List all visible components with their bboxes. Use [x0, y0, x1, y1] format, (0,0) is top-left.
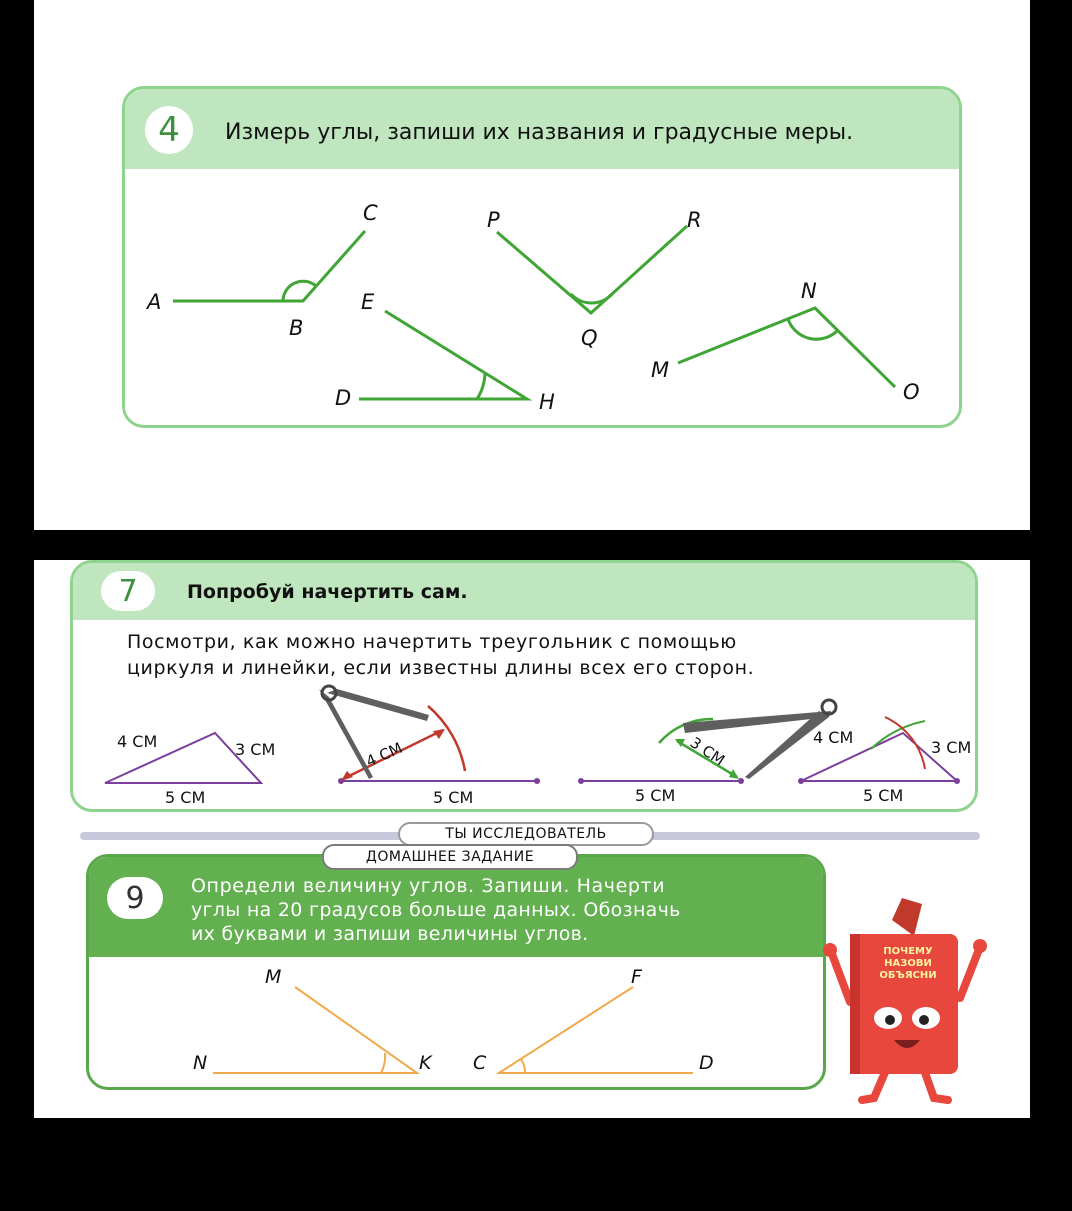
step-4-left: 4 СМ: [813, 728, 854, 747]
scan-task-4: [34, 0, 1030, 530]
task-7-panel: [70, 560, 978, 812]
point-n9: N: [193, 1052, 208, 1074]
point-c9: C: [473, 1052, 487, 1074]
point-m: M: [651, 358, 670, 382]
point-d9: D: [699, 1052, 714, 1074]
step-2-arrow: 4 СМ: [363, 738, 406, 771]
step-1-left: 4 СМ: [117, 732, 158, 751]
point-f9: F: [631, 966, 642, 988]
task-7-number: 7: [101, 571, 155, 611]
task-9-line-1: Определи величину углов. Запиши. Начерти: [191, 875, 666, 897]
angle-dhe: [359, 311, 527, 399]
task-4-panel: [122, 86, 962, 428]
researcher-ribbon: ТЫ ИССЛЕДОВАТЕЛЬ: [398, 822, 654, 846]
step-3-base: 5 СМ: [635, 786, 676, 805]
angle-mkn: [213, 987, 417, 1073]
point-h: H: [539, 390, 555, 414]
point-d: D: [335, 386, 352, 410]
task-7-title: Попробуй начертить сам.: [187, 581, 468, 603]
task-7-instruction-1: Посмотри, как можно начертить треугольник с помощью: [127, 631, 737, 653]
task-9-panel: [86, 854, 826, 1090]
task-7-construction: [73, 681, 975, 811]
angle-fcd-arc: [521, 1059, 525, 1073]
point-q: Q: [581, 326, 598, 350]
step-1-right: 3 СМ: [235, 740, 276, 759]
task-9-number: 9: [107, 877, 163, 919]
mascot-line-1: ПОЧЕМУ: [883, 946, 933, 957]
angle-mno: [678, 308, 895, 387]
angle-fcd: [499, 987, 693, 1073]
point-c: C: [363, 201, 378, 225]
task-4-angles: [125, 169, 959, 428]
angle-mkn-arc: [381, 1053, 385, 1073]
step-3-compass: [578, 700, 836, 805]
point-e: E: [361, 290, 375, 314]
step-2-base: 5 СМ: [433, 788, 474, 807]
point-p: P: [487, 208, 500, 232]
step-3-arrow: 3 СМ: [686, 733, 729, 770]
mascot-line-2: НАЗОВИ: [884, 958, 932, 969]
step-4-triangle: [798, 717, 971, 805]
mascot-book: [810, 894, 990, 1114]
step-4-base: 5 СМ: [863, 786, 904, 805]
point-m9: M: [265, 966, 282, 988]
point-a: A: [147, 290, 162, 314]
angle-pqr: [497, 226, 687, 313]
mascot-line-3: ОБЪЯСНИ: [879, 970, 937, 981]
step-1-base: 5 СМ: [165, 788, 206, 807]
point-r: R: [687, 208, 702, 232]
homework-ribbon: ДОМАШНЕЕ ЗАДАНИЕ: [322, 844, 578, 870]
task-4-number: 4: [145, 106, 193, 154]
task-9-angles: [89, 957, 823, 1089]
scan-task-7-9: [34, 560, 1030, 1118]
task-7-instruction-2: циркуля и линейки, если известны длины всех его сторон.: [127, 657, 755, 679]
angle-dhe-arc: [477, 373, 485, 399]
point-n: N: [801, 279, 817, 303]
angle-abc: [173, 231, 365, 301]
step-4-right: 3 СМ: [931, 738, 972, 757]
step-1-triangle: [105, 732, 275, 807]
point-k9: K: [419, 1052, 432, 1074]
point-o: O: [903, 380, 920, 404]
point-b: B: [289, 316, 304, 340]
task-9-line-3: их буквами и запиши величины углов.: [191, 923, 589, 945]
task-9-line-2: углы на 20 градусов больше данных. Обозначь: [191, 899, 681, 921]
task-4-title: Измерь углы, запиши их названия и градусные меры.: [225, 120, 854, 145]
step-2-compass: [319, 686, 540, 807]
